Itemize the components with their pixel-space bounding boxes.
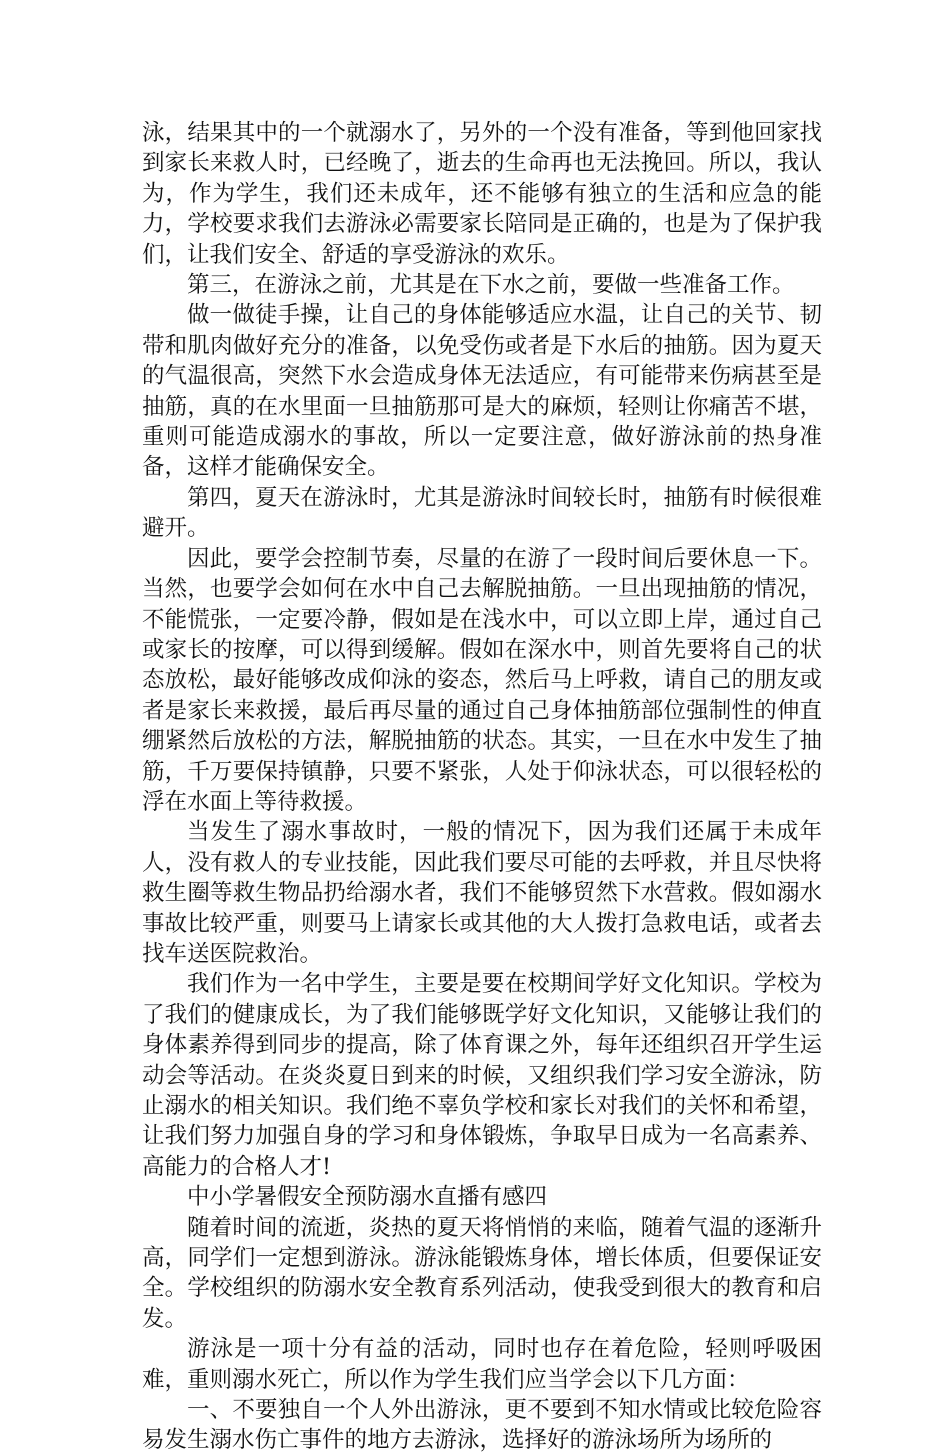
paragraph: 第三，在游泳之前，尤其是在下水之前，要做一些准备工作。	[187, 272, 795, 299]
paragraph: 做一做徒手操，让自己的身体能够适应水温，让自己的关节、韧带和肌肉做好充分的准备，以免受伤或者是下水后的抽筋。因为夏天的气温很高，突然下水会造成身体无法适应，有可能带来伤病甚至是抽筋，真的在水里面一旦抽筋那可是大的麻烦，轻则让你痛苦不堪，重则可能造成溺水的事故，所以一定要注意，做好游泳前的热身准备，这样才能确保安全。	[142, 302, 822, 481]
section-heading: 中小学暑假安全预防溺水直播有感四	[187, 1184, 548, 1211]
paragraph: 当发生了溺水事故时，一般的情况下，因为我们还属于未成年人，没有救人的专业技能，因此我们要尽可能的去呼救，并且尽快将救生圈等救生物品扔给溺水者，我们不能够贸然下水营救。假如溺水事故比较严重，则要马上请家长或其他的大人拨打急救电话，或者去找车送医院救治。	[142, 819, 822, 967]
paragraph: 第四，夏天在游泳时，尤其是游泳时间较长时，抽筋有时候很难避开。	[142, 484, 822, 542]
paragraph: 一、不要独自一个人外出游泳，更不要到不知水情或比较危险容易发生溺水伤亡事件的地方去游泳，选择好的游泳场所为场所的	[142, 1397, 822, 1454]
paragraph: 因此，要学会控制节奏，尽量的在游了一段时间后要休息一下。当然，也要学会如何在水中自己去解脱抽筋。一旦出现抽筋的情况，不能慌张，一定要冷静，假如是在浅水中，可以立即上岸，通过自己或家长的按摩，可以得到缓解。假如在深水中，则首先要将自己的状态放松，最好能够改成仰泳的姿态，然后马上呼救，请自己的朋友或者是家长来救援，最后再尽量的通过自己身体抽筋部位强制性的伸直绷紧然后放松的方法，解脱抽筋的状态。其实，一旦在水中发生了抽筋，千万要保持镇静，只要不紧张，人处于仰泳状态，可以很轻松的浮在水面上等待救援。	[142, 545, 822, 815]
paragraph: 随着时间的流逝，炎热的夏天将悄悄的来临，随着气温的逐渐升高，同学们一定想到游泳。游泳能锻炼身体，增长体质，但要保证安全。学校组织的防溺水安全教育系列活动，使我受到很大的教育和启发。	[142, 1214, 822, 1332]
paragraph: 泳，结果其中的一个就溺水了，另外的一个没有准备，等到他回家找到家长来救人时，已经晚了，逝去的生命再也无法挽回。所以，我认为，作为学生，我们还未成年，还不能够有独立的生活和应急的能力，学校要求我们去游泳必需要家长陪同是正确的，也是为了保护我们，让我们安全、舒适的享受游泳的欢乐。	[142, 120, 822, 268]
paragraph: 游泳是一项十分有益的活动，同时也存在着危险，轻则呼吸困难，重则溺水死亡，所以作为学生我们应当学会以下几方面：	[142, 1336, 822, 1393]
document-body	[142, 118, 822, 1456]
paragraph: 我们作为一名中学生，主要是要在校期间学好文化知识。学校为了我们的健康成长，为了我们能够既学好文化知识，又能够让我们的身体素养得到同步的提高，除了体育课之外，每年还组织召开学生运动会等活动。在炎炎夏日到来的时候，又组织我们学习安全游泳，防止溺水的相关知识。我们绝不辜负学校和家长对我们的关怀和希望，让我们努力加强自身的学习和身体锻炼，争取早日成为一名高素养、高能力的合格人才!	[142, 971, 822, 1180]
